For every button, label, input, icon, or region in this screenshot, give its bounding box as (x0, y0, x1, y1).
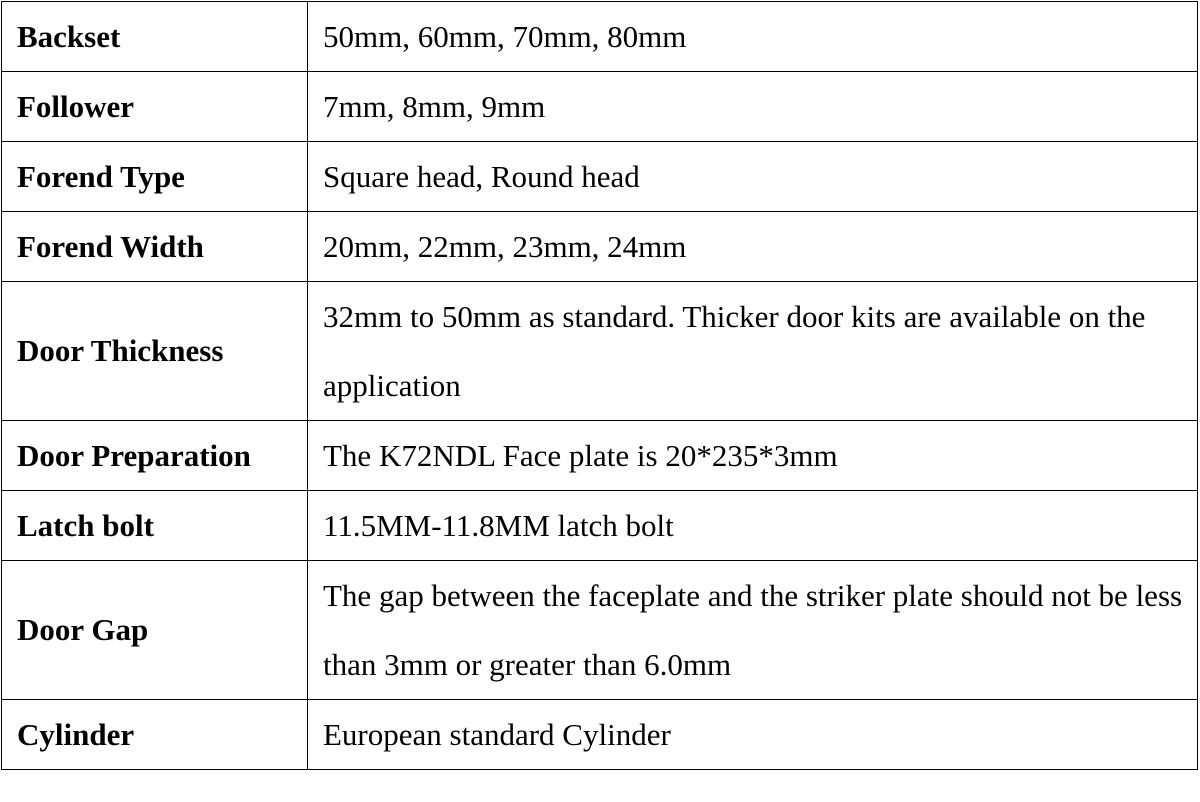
table-row (2, 2, 1198, 72)
spec-value: 32mm to 50mm as standard. Thicker door kits are available on the application (308, 282, 1198, 421)
spec-value: European standard Cylinder (308, 700, 1198, 770)
spec-label: Forend Type (2, 142, 308, 212)
spec-value: The K72NDL Face plate is 20*235*3mm (308, 421, 1198, 491)
spec-value: The gap between the faceplate and the striker plate should not be less than 3mm or greater than 6.0mm (308, 561, 1198, 700)
spec-label: Door Gap (2, 561, 308, 700)
spec-label: Backset (2, 2, 308, 72)
table-row (2, 282, 1198, 421)
table-row (2, 700, 1198, 770)
spec-label: Latch bolt (2, 491, 308, 561)
table-row (2, 491, 1198, 561)
spec-label: Door Thickness (2, 282, 308, 421)
spec-value: Square head, Round head (308, 142, 1198, 212)
table-row (2, 421, 1198, 491)
table-row (2, 72, 1198, 142)
specification-table (1, 1, 1198, 770)
table-row (2, 212, 1198, 282)
spec-value: 7mm, 8mm, 9mm (308, 72, 1198, 142)
spec-label: Follower (2, 72, 308, 142)
table-row (2, 561, 1198, 700)
table-row (2, 142, 1198, 212)
spec-value: 20mm, 22mm, 23mm, 24mm (308, 212, 1198, 282)
spec-value: 11.5MM-11.8MM latch bolt (308, 491, 1198, 561)
spec-label: Door Preparation (2, 421, 308, 491)
spec-label: Cylinder (2, 700, 308, 770)
spec-label: Forend Width (2, 212, 308, 282)
spec-value: 50mm, 60mm, 70mm, 80mm (308, 2, 1198, 72)
